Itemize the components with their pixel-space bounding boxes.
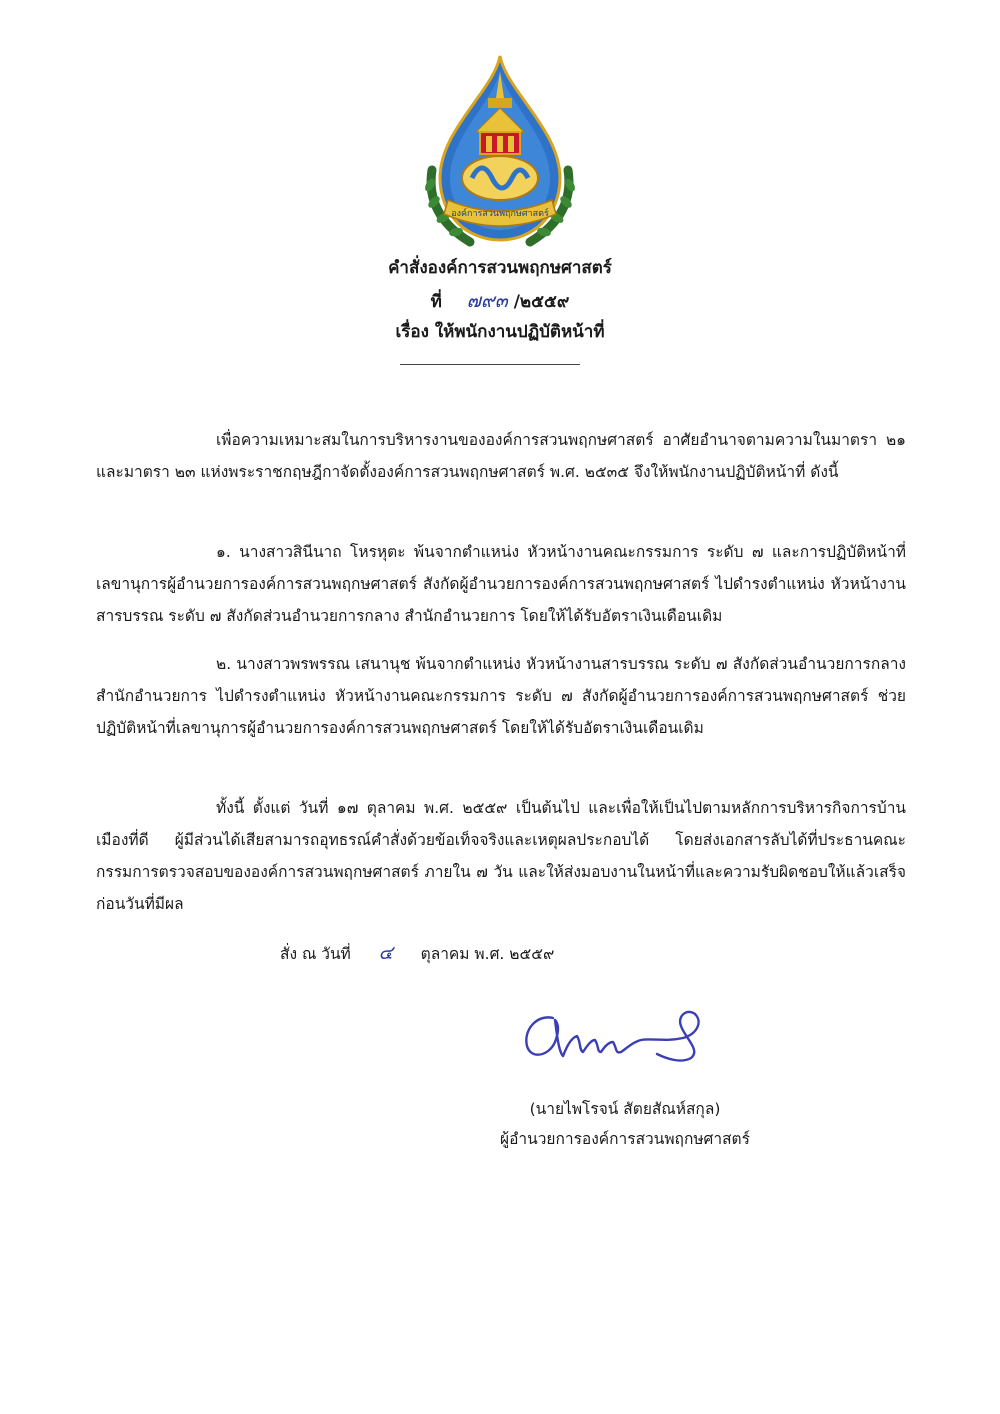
logo-ribbon-text: องค์การสวนพฤกษศาสตร์ — [451, 209, 549, 219]
subject-label: เรื่อง — [395, 322, 429, 342]
order-number-line — [0, 286, 1000, 316]
organization-logo — [410, 50, 590, 255]
header-divider — [400, 364, 580, 365]
order-number: ๗๙๓ — [466, 290, 508, 312]
signed-day: ๔ — [378, 942, 393, 964]
paragraph-item-1: ๑. นางสาวสินีนาถ โหรหุตะ พ้นจากตำแหน่ง หัวหน้างานคณะกรรมการ ระดับ ๗ และการปฏิบัติหน้าที่เลขานุการผู้อำนวยการองค์การสวนพฤกษศาสตร์ สังกัดผู้อำนวยการองค์การสวนพฤกษศาสตร์ ไปดำรงตำแหน่ง หัวหน้างานสารบรรณ ระดับ ๗ สังกัดส่วนอำนวยการกลาง สำนักอำนวยการ โดยให้ได้รับอัตราเงินเดือนเดิม — [96, 543, 906, 625]
paragraph-preamble: เพื่อความเหมาะสมในการบริหารงานขององค์การสวนพฤกษศาสตร์ อาศัยอำนาจตามความในมาตรา ๒๑ และมาตรา ๒๓ แห่งพระราชกฤษฎีกาจัดตั้งองค์การสวนพฤกษศาสตร์ พ.ศ. ๒๕๓๕ จึงให้พนักงานปฏิบัติหน้าที่ ดังนี้ — [96, 431, 906, 481]
subject-line — [0, 318, 1000, 345]
signed-date-line — [280, 938, 554, 968]
paragraph-item-2: ๒. นางสาวพรพรรณ เสนานุช พ้นจากตำแหน่ง หัวหน้างานสารบรรณ ระดับ ๗ สังกัดส่วนอำนวยการกลาง สำนักอำนวยการ ไปดำรงตำแหน่ง หัวหน้างานคณะกรรมการ ระดับ ๗ สังกัดผู้อำนวยการองค์การสวนพฤกษศาสตร์ ช่วยปฏิบัติหน้าที่เลขานุการผู้อำนวยการองค์การสวนพฤกษศาสตร์ โดยให้ได้รับอัตราเงินเดือนเดิม — [96, 655, 906, 737]
signer-position: ผู้อำนวยการองค์การสวนพฤกษศาสตร์ — [500, 1130, 750, 1148]
order-year: /๒๕๕๙ — [513, 292, 570, 312]
subject-text: ให้พนักงานปฏิบัติหน้าที่ — [434, 322, 605, 342]
order-label: ที่ — [430, 292, 442, 312]
handwritten-signature — [515, 1002, 715, 1074]
signed-month-year: ตุลาคม พ.ศ. ๒๕๕๙ — [420, 945, 555, 963]
document-title: คำสั่งองค์การสวนพฤกษศาสตร์ — [388, 258, 612, 278]
signer-name: (นายไพโรจน์ สัตยสัณห์สกุล) — [529, 1100, 721, 1118]
signed-label: สั่ง ณ วันที่ — [280, 945, 351, 963]
paragraph-effective-date: ทั้งนี้ ตั้งแต่ วันที่ ๑๗ ตุลาคม พ.ศ. ๒๕๕๙ เป็นต้นไป และเพื่อให้เป็นไปตามหลักการบริหารกิจการบ้านเมืองที่ดี ผู้มีส่วนได้เสียสามารถอุทธรณ์คำสั่งด้วยข้อเท็จจริงและเหตุผลประกอบได้ โดยส่งเอกสารลับได้ที่ประธานคณะกรรมการตรวจสอบขององค์การสวนพฤกษศาสตร์ ภายใน ๗ วัน และให้ส่งมอบงานในหน้าที่และความรับผิดชอบให้แล้วเสร็จก่อนวันที่มีผล — [96, 799, 906, 913]
